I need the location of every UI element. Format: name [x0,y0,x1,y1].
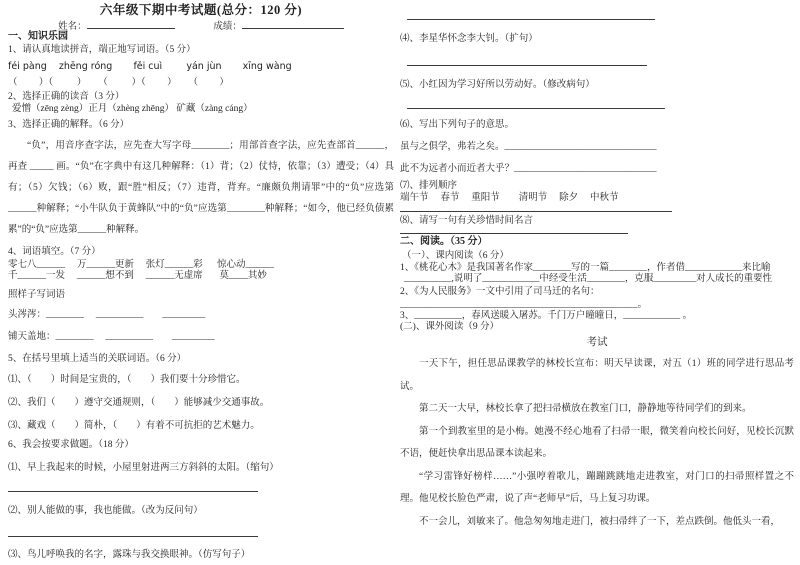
q5-item-2: ⑵、我们（ ）遵守交通规则，（ ）能够减少交通事故。 [8,398,270,408]
q6-item-7: ⑺、排列顺序 [400,181,458,191]
name-blank [87,19,175,29]
q4-example1: 头涔涔：________ __________ _________ [8,310,206,320]
q2-prompt: 2、选择正确的读音（3 分） [8,92,125,102]
q4-example2: 铺天盖地：________ __________ _________ [8,332,215,342]
q3-prompt: 3、选择正确的解释。（6 分） [8,120,130,130]
exam-title: 六年级下期中考试题(总分：120 分) [99,3,303,17]
q1-pinyin: féi pàng zhēng róng fěi cuì yán jùn xīng wàng [8,61,292,72]
q6-item-6: ⑹、写出下列句子的意思。 [400,120,515,130]
part1-q2: 2、《为人民服务》一文中引用了司马迁的名句： [400,287,600,297]
q6-sentence-2: 此不为远者小而近者大乎？______________________________ [400,164,657,174]
q6-item-3: ⑶、鸟儿呼唤我的名字，露珠与我交换眼神。（仿写句子） [8,550,251,560]
answer-line [407,19,655,20]
q3-body: “负”，用音序查字法，应先查大写字母________；用部首查字法，应先查部首______，再查 _____ 画。“负”在字典中有这几种解释：（1）背；（2）仗恃，依靠；（3）遭受；（4）具有；（5）欠钱；（6）败，跟“胜”相反；（7）违背，背弃。“廉颇负荆请罪”中的“负”应选第______种解释；“小牛队负于黄蜂队”中的“负”应选第________种解释；“如今，他已经负债累累”的“负”应选第______种解释。 [8,141,394,235]
q5-item-1: ⑴、（ ）时间是宝贵的，（ ）我们要十分珍惜它。 [8,375,246,385]
section2-heading: 二、阅读。（35 分） [400,236,488,247]
answer-line [8,491,258,492]
festival-list: 端午节 春节 重阳节 清明节 除夕 中秋节 [400,193,619,203]
part1-heading: （一）、课内阅读（6 分） [402,251,509,261]
name-field-label: 姓名： [58,22,87,32]
q4-row1: 零七八______ 万______更新 张灯______彩 惊心动______ [8,260,275,270]
q1-prompt: 1、请认真地读拼音，端正地写词语。（5 分） [8,45,196,55]
answer-line [400,233,628,234]
q5-item-3: ⑶、藏戏（ ）简朴，（ ）有着不可抗拒的艺术魅力。 [8,421,260,431]
passage-paragraph: “学习雷锋好榜样……”小强哼着歌儿，蹦蹦跳跳地走进教室，对门口的扫帚照样置之不理。他见校长脸色严肃，说了声“老师早”后，马上复习功课。 [400,471,794,504]
q6-sentence-1: 虽与之俱学，弗若之矣。________________________________ [400,142,657,152]
passage-paragraph: 第一个到教室里的是小梅。她漫不经心地看了扫帚一眼，微笑着向校长问好，见校长沉默不语，便赶快拿出思品课本读起来。 [400,426,794,459]
answer-line [8,536,258,537]
part1-q1-line1: 1、《桃花心木》是我国著名作家________写的一篇________，作者借____________来比喻 [400,263,771,273]
q6-item-5: ⑸、小红因为学习好所以劳动好。（修改病句） [400,80,595,90]
part2-heading: (二)、课外阅读（9 分） [400,322,499,332]
q5-prompt: 5、在括号里填上适当的关联词语。（6 分） [8,354,187,364]
right-column [400,0,794,565]
part1-q1-line2: __________,说明了____________中经受生活________，克服_________对人成长的重要性 [404,274,773,284]
score-field-label: 成绩： [213,22,242,32]
q6-prompt: 6、我会按要求做题。（18 分） [8,440,134,450]
passage-paragraph: 第二天一大早，林校长拿了把扫帚横放在教室门口，静静地等待同学们的到来。 [419,404,752,414]
passage-paragraph: 不一会儿，刘敏来了。他急匆匆地走进门，被扫帚绊了一下，差点跌倒。他低头一看， [419,516,781,527]
part1-q2-blank: __________________________________________________。 [400,300,648,310]
q4-subprompt: 照样子写词语 [8,290,66,300]
answer-line [407,108,665,109]
answer-line [400,211,672,212]
q2-options: 爱憎（zēng zèng）正月（zhèng zhēng） 矿藏（zàng cáng） [12,104,253,114]
section1-heading: 一、知识乐园 [8,31,68,42]
part1-q3: 3、__________，春风送暖入屠苏。千门万户曈曈日，____________ 。 [400,311,693,321]
q6-item-4: ⑷、李星华怀念李大钊。（扩句） [400,34,538,44]
q6-item-8: ⑻、请写一句有关珍惜时间名言 [400,216,534,226]
passage-title: 考试 [586,337,608,348]
reading-passage [400,333,794,533]
score-blank [242,19,344,29]
answer-line [407,65,647,66]
q1-brackets: （ ）（ ） （ ）（ ） （ ） [8,78,229,88]
left-column [8,0,394,565]
q6-item-2: ⑵、别人能做的事，我也能做。（改为反问句） [8,506,203,516]
q4-row2: 千______一发 ______想不到 ______无虚席 莫____其妙 [8,271,267,281]
q6-item-1: ⑴、早上我起来的时候，小屋里射进两三方斜斜的太阳。（缩句） [8,463,279,473]
q4-prompt: 4、词语填空。（7 分） [8,247,101,257]
passage-paragraph: 一天下午，担任思品课教学的林校长宣布：明天早读课，对五（1）班的同学进行思品考试。 [400,359,794,392]
